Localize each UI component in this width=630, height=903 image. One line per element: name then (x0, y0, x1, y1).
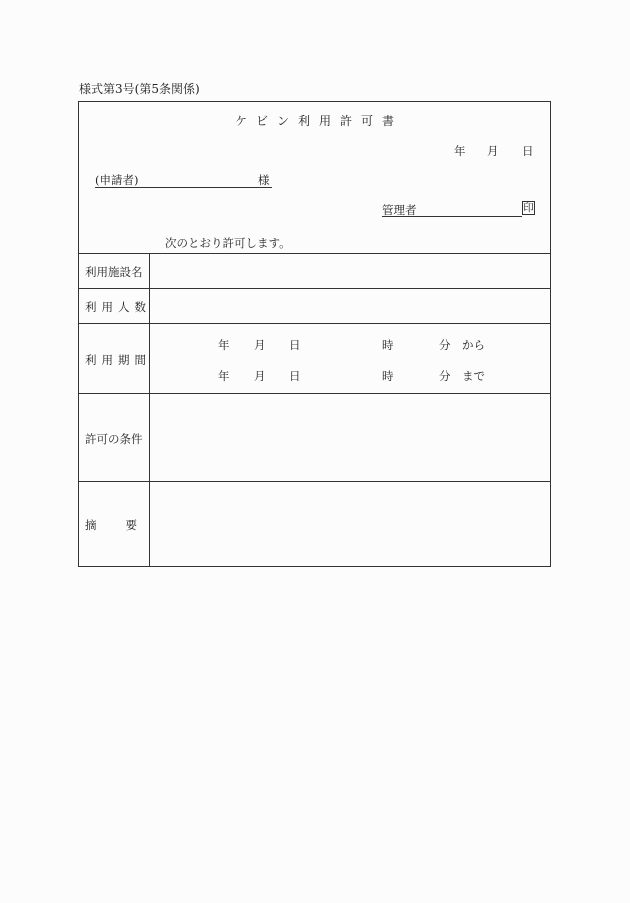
remarks-label: 摘 要 (85, 518, 139, 532)
until-label: まで (462, 369, 485, 383)
end-day-label: 日 (289, 369, 301, 383)
permit-form (78, 101, 551, 567)
start-minute-label: 分 (439, 338, 451, 352)
usage-period-label: 利用期間 (85, 353, 151, 367)
issue-date-year-label: 年 (454, 144, 466, 158)
end-year-label: 年 (218, 369, 230, 383)
start-day-label: 日 (289, 338, 301, 352)
applicant-name-underline (95, 187, 272, 188)
conditions-label: 許可の条件 (85, 432, 143, 446)
issue-date-month-label: 月 (487, 144, 499, 158)
applicant-label: (申請者) (95, 173, 139, 187)
permission-statement: 次のとおり許可します。 (165, 236, 291, 250)
form-number-caption: 様式第3号(第5条関係) (79, 82, 200, 96)
honorific-sama: 様 (258, 173, 270, 187)
end-minute-label: 分 (439, 369, 451, 383)
form-title: ケビン利用許可書 (235, 114, 404, 128)
start-hour-label: 時 (382, 338, 394, 352)
start-month-label: 月 (254, 338, 266, 352)
issue-date-day-label: 日 (522, 144, 534, 158)
manager-name-underline (382, 216, 522, 217)
facility-label: 利用施設名 (85, 265, 143, 279)
people-count-label: 利用人数 (85, 300, 151, 314)
manager-label: 管理者 (382, 203, 417, 217)
end-month-label: 月 (254, 369, 266, 383)
end-hour-label: 時 (382, 369, 394, 383)
from-label: から (462, 338, 485, 352)
start-year-label: 年 (218, 338, 230, 352)
seal-box: 印 (523, 202, 534, 214)
